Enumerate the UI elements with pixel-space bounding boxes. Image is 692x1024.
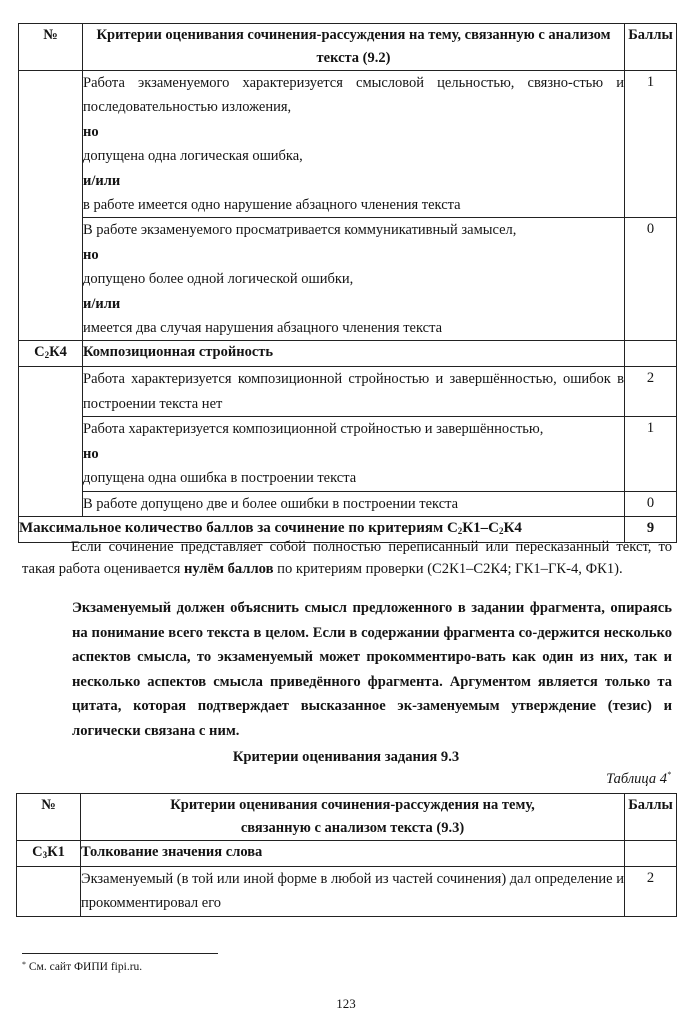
criteria-table-9-2 [18,23,677,543]
section-title: Критерии оценивания задания 9.3 [232,749,460,765]
total-label-part: Максимальное количество баллов за сочинение по критериям C [19,519,458,536]
header-score: Баллы [625,794,677,841]
code-subscript: 3 [42,850,48,860]
table-label [606,770,671,788]
paragraph-emphasis: нулём баллов [183,561,274,577]
code-suffix: К4 [49,344,67,361]
score-cell: 1 [625,71,677,218]
total-subscript: 2 [499,525,504,536]
code-subscript: 2 [44,350,50,361]
description-line: Работа характеризуется композиционной стройностью и завершённостью, ошибок в построении текста нет [83,371,624,412]
criterion-description [83,367,625,417]
header-score: Баллы [625,24,677,71]
header-criteria: Критерии оценивания сочинения-рассуждения на тему, связанную с анализом текста (9.2) [83,24,625,71]
table-header-row [17,794,677,841]
description-connector: и/или [83,295,121,312]
criterion-code [19,341,83,367]
criterion-description: Экзаменуемый (в той или иной форме в любой из частей сочинения) дал определение и прокомментировал его [81,867,625,917]
description-line: в работе имеется одно нарушение абзацного членения текста [83,197,461,214]
total-score: 9 [625,516,677,542]
description-line: допущено более одной логической ошибки, [83,271,354,288]
description-line: допущена одна логическая ошибка, [83,148,303,165]
header-criteria-line: связанную с анализом текста (9.3) [240,820,465,836]
table-label-text: Таблица 4 [606,771,667,787]
code-suffix: К1 [47,844,65,860]
code-prefix: C [32,844,43,860]
criterion-description [83,71,625,218]
footnote [22,960,142,973]
score-cell: 0 [625,491,677,516]
criterion-description [83,491,625,516]
total-label-part: К1–C [462,519,499,536]
score-cell-empty [625,341,677,367]
number-cell-empty [19,367,83,516]
criterion-code [17,841,81,867]
criterion-description [83,417,625,491]
table-row [19,367,677,417]
criterion-title: Композиционная стройность [83,341,625,367]
header-number: № [17,794,81,841]
paragraph-instructions: Экзаменуемый должен объяснить смысл предложенного в задании фрагмента, опираясь на понимание всего текста в целом. Если в содержании фрагмента со-держится несколько аспектов смысла, то экзаменуемый может прокомментиро-вать как один из них, так и несколько аспектов смысла приведённого фрагмента. Аргументом является только та цитата, которая подтверждает высказанное эк-заменуемым утверждение (тезис) и логически связана с ним. [72,600,672,739]
header-number: № [19,24,83,71]
description-line: имеется два случая нарушения абзацного членения текста [83,320,443,337]
description-line: В работе экзаменуемого просматривается коммуникативный замысел, [83,222,517,239]
paragraph-zero-score-rule [22,536,672,580]
score-cell: 0 [625,218,677,341]
description-line: Работа экзаменуемого характеризуется смысловой цельностью, связно-стью и последовательностью изложения, [83,75,624,116]
score-cell: 1 [625,417,677,491]
description-connector: и/или [83,172,121,189]
header-criteria [81,794,625,841]
description-line: допущена одна ошибка в построении текста [83,470,357,487]
page-number: 123 [336,996,356,1011]
footnote-divider [22,953,218,954]
code-prefix: C [34,344,45,361]
footnote-mark: * [667,770,671,779]
total-label-part: К4 [503,519,522,536]
table-row [19,491,677,516]
paragraph-text: по критериям проверки (С2К1–С2К4; ГК1–ГК-4, ФК1). [273,561,623,577]
table-row [17,867,677,917]
footnote-mark: * [22,960,26,969]
criteria-table-9-3 [16,793,677,917]
description-connector: но [83,445,99,462]
number-cell-empty [19,71,83,341]
criterion-heading-row [19,341,677,367]
total-subscript: 2 [457,525,463,536]
table-row [19,71,677,218]
table-row [19,417,677,491]
table-header-row [19,24,677,71]
footnote-text: См. сайт ФИПИ fipi.ru. [26,961,143,973]
criterion-title: Толкование значения слова [81,841,625,867]
score-cell: 2 [625,867,677,917]
criterion-description [83,218,625,341]
criterion-heading-row [17,841,677,867]
score-cell: 2 [625,367,677,417]
score-cell-empty [625,841,677,867]
paragraph-text: Если сочинение представляет собой полностью переписанный или пересказанный текст, то такая работа оценивается [22,539,672,577]
description-connector: но [83,123,99,140]
description-connector: но [83,246,99,263]
description-line: Работа характеризуется композиционной стройностью и завершённостью, [83,421,544,438]
table-row [19,218,677,341]
number-cell-empty [17,867,81,917]
description-line: В работе допущено две и более ошибки в построении текста [83,495,459,512]
header-criteria-line: Критерии оценивания сочинения-рассуждения на тему, [170,797,535,813]
